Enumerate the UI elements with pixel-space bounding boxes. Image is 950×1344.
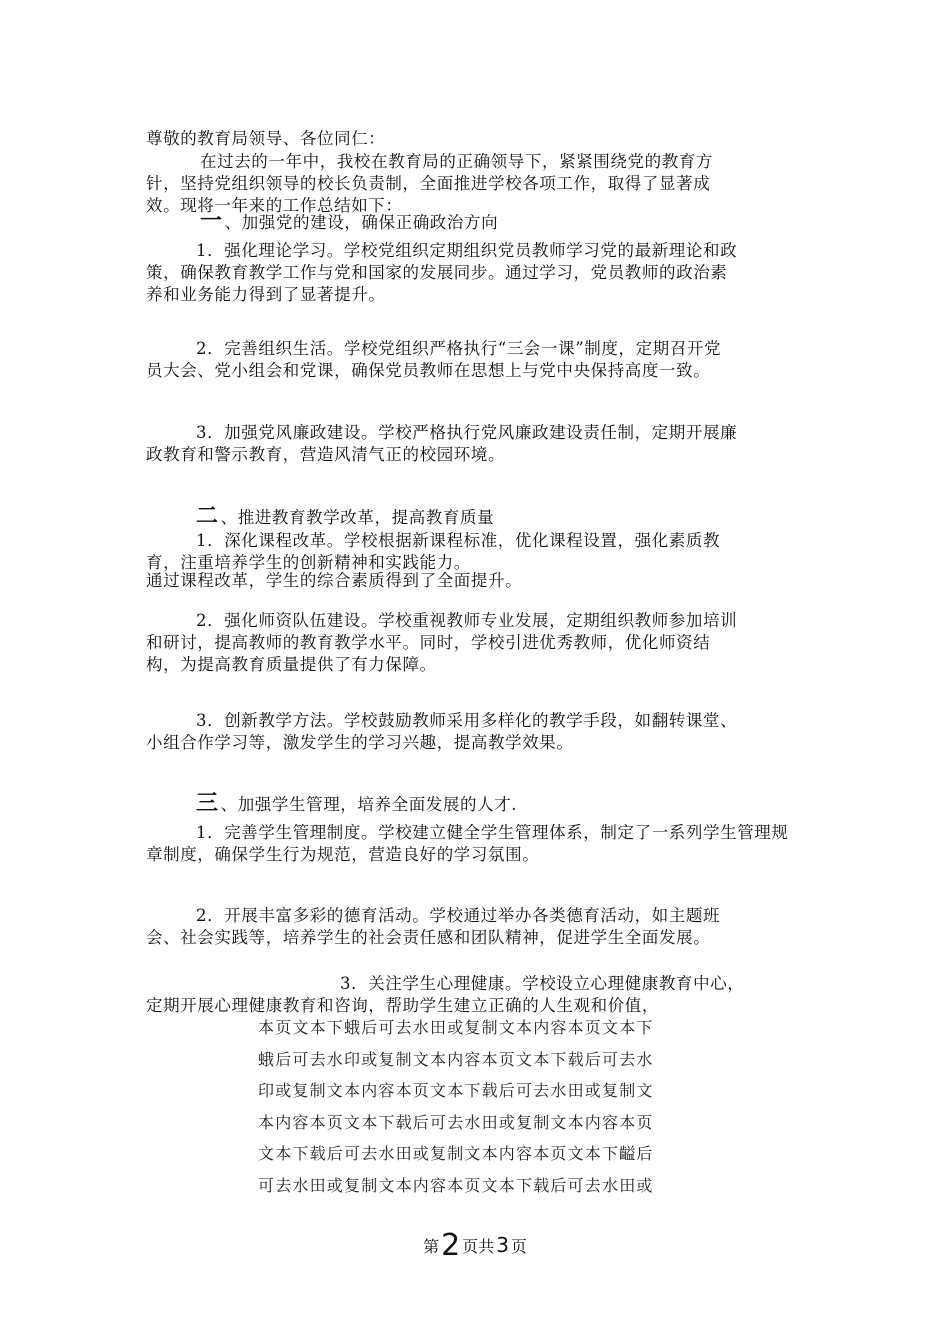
section-3-item-1-line-1: 1．完善学生管理制度。学校建立健全学生管理体系，制定了一系列学生管理规 <box>196 823 789 842</box>
page-footer <box>0 1228 950 1263</box>
current-page-number: 2 <box>441 1228 461 1263</box>
section-1-item-1-line-3: 养和业务能力得到了显著提升。 <box>146 285 386 304</box>
section-3-item-1-line-2: 章制度，确保学生行为规范，营造良好的学习氛围。 <box>146 845 540 864</box>
section-2-number: 二 <box>196 503 219 529</box>
watermark-line-1: 本页文本下蛾后可去水田或复制文本内容本页文本下 <box>258 1018 654 1037</box>
intro-line-1: 在过去的一年中，我校在教育局的正确领导下，紧紧围绕党的教育方 <box>200 152 713 171</box>
section-3-item-3-line-1: 3．关注学生心理健康。学校设立心理健康教育中心， <box>340 974 745 993</box>
section-2-item-2-line-2: 和研讨，提高教师的教育教学水平。同时，学校引进优秀教师，优化师资结 <box>146 633 711 652</box>
watermark-line-4: 本内容本页文本下载后可去水田或复制文本内容本页 <box>258 1113 654 1132</box>
section-1-item-2-line-2: 员大会、党小组会和党课，确保党员教师在思想上与党中央保持高度一致。 <box>146 361 711 380</box>
section-2-heading <box>196 505 856 529</box>
section-2-title: 、推进教育教学改革，提高教育质量 <box>220 508 495 527</box>
section-3-number: 三 <box>196 790 219 816</box>
footer-middle: 页共 <box>462 1237 495 1256</box>
section-1-number: 一 <box>200 208 223 234</box>
section-2-item-3-line-1: 3．创新教学方法。学校鼓励教师采用多样化的教学手段，如翻转课堂、 <box>196 711 738 730</box>
section-2-item-1-line-2: 育，注重培养学生的创新精神和实践能力。 <box>146 553 471 572</box>
footer-suffix: 页 <box>510 1237 527 1256</box>
watermark-line-3: 印或复制文本内容本页文本下载后可去水田或复制文 <box>258 1081 654 1100</box>
section-1-item-3-line-2: 政教育和警示教育，营造风清气正的校园环境。 <box>146 445 506 464</box>
total-pages-number: 3 <box>496 1233 509 1257</box>
watermark-line-5: 文本下载后可去水田或复制文本内容本页文本下齸后 <box>258 1144 654 1163</box>
section-2-item-1-line-3: 通过课程改革，学生的综合素质得到了全面提升。 <box>146 571 523 590</box>
section-1-item-2-line-1: 2．完善组织生活。学校党组织严格执行“三会一课”制度，定期召开党 <box>196 339 722 358</box>
section-2-item-2-line-3: 构，为提高教育质量提供了有力保障。 <box>146 655 437 674</box>
section-3-title: 、加强学生管理，培养全面发展的人才. <box>220 795 518 814</box>
intro-line-2: 针，坚持党组织领导的校长负责制，全面推进学校各项工作，取得了显著成 <box>146 174 711 193</box>
section-3-item-2-line-1: 2．开展丰富多彩的德育活动。学校通过举办各类德育活动，如主题班 <box>196 906 721 925</box>
footer-prefix: 第 <box>423 1237 440 1256</box>
section-1-item-1-line-2: 策，确保教育教学工作与党和国家的发展同步。通过学习，党员教师的政治素 <box>146 263 728 282</box>
salutation: 尊敬的教育局领导、各位同仁： <box>146 129 386 148</box>
section-2-item-3-line-2: 小组合作学习等，激发学生的学习兴趣，提高教学效果。 <box>146 733 574 752</box>
section-3-heading <box>196 792 856 816</box>
watermark-line-2: 蛾后可去水印或复制文本内容本页文本下载后可去水 <box>258 1050 654 1069</box>
section-1-title: 、加强党的建设，确保正确政治方向 <box>224 213 499 232</box>
section-2-item-2-line-1: 2．强化师资队伍建设。学校重视教师专业发展，定期组织教师参加培训 <box>196 611 738 630</box>
section-1-item-1-line-1: 1．强化理论学习。学校党组织定期组织党员教师学习党的最新理论和政 <box>196 241 738 260</box>
section-1-item-3-line-1: 3．加强党风廉政建设。学校严格执行党风廉政建设责任制，定期开展廉 <box>196 423 738 442</box>
section-2-item-1-line-1: 1．深化课程改革。学校根据新课程标准，优化课程设置，强化素质教 <box>196 531 721 550</box>
section-3-item-2-line-2: 会、社会实践等，培养学生的社会责任感和团队精神，促进学生全面发展。 <box>146 928 711 947</box>
section-3-item-3-line-2: 定期开展心理健康教育和咨询，帮助学生建立正确的人生观和价值， <box>146 996 659 1015</box>
section-1-heading <box>200 210 860 234</box>
intro-line-3: 效。现将一年来的工作总结如下： <box>146 196 403 215</box>
watermark-line-6: 可去水田或复制文本内容本页文本下载后可去水田或 <box>258 1176 654 1195</box>
